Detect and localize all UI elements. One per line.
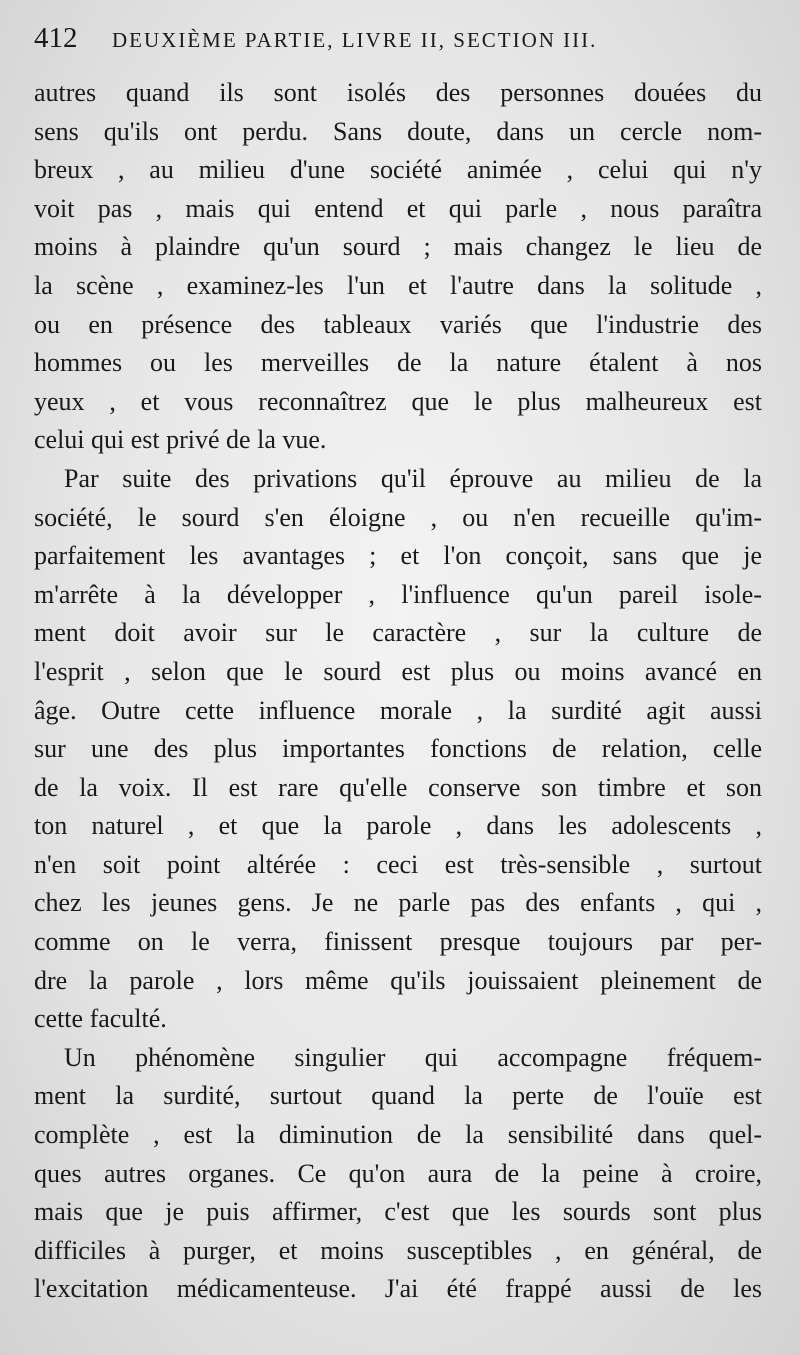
text-line: ques autres organes. Ce qu'on aura de la peine à croire, [34,1158,762,1188]
paragraph [34,74,762,460]
text-line: ment la surdité, surtout quand la perte de l'ouïe est [34,1081,762,1111]
text-line: ment doit avoir sur le caractère , sur la culture de [34,618,762,648]
text-line: l'esprit , selon que le sourd est plus ou moins avancé en [34,656,762,686]
text-line: société, le sourd s'en éloigne , ou n'en recueille qu'im- [34,502,762,532]
text-line: n'en soit point altérée : ceci est très-sensible , surtout [34,849,762,879]
text-line: sur une des plus importantes fonctions de relation, celle [34,734,762,764]
text-line: yeux , et vous reconnaîtrez que le plus malheureux est [34,386,762,416]
text-line: autres quand ils sont isolés des personnes douées du [34,78,762,107]
text-line: m'arrête à la développer , l'influence qu'un pareil isole- [34,579,762,609]
text-line: ou en présence des tableaux variés que l'industrie des [34,309,762,339]
page-header [34,22,762,62]
text-line: parfaitement les avantages ; et l'on conçoit, sans que je [34,541,762,571]
text-line: celui qui est privé de la vue. [34,425,327,455]
text-line: l'excitation médicamenteuse. J'ai été frappé aussi de les [34,1274,762,1304]
page-number: 412 [34,22,78,54]
text-line: de la voix. Il est rare qu'elle conserve son timbre et son [34,772,762,802]
text-line: âge. Outre cette influence morale , la surdité agit aussi [34,695,762,725]
text-line: voit pas , mais qui entend et qui parle , nous paraîtra [34,193,762,223]
text-line: dre la parole , lors même qu'ils jouissaient pleinement de [34,965,762,995]
running-head: DEUXIÈME PARTIE, LIVRE II, SECTION III. [112,28,598,52]
text-line: sens qu'ils ont perdu. Sans doute, dans un cercle nom- [34,116,762,146]
text-line: moins à plaindre qu'un sourd ; mais changez le lieu de [34,232,762,262]
text-line: hommes ou les merveilles de la nature étalent à nos [34,348,762,378]
paragraph [34,460,762,1039]
body-text [34,74,762,1309]
text-line: cette faculté. [34,1004,167,1034]
text-line: complète , est la diminution de la sensibilité dans quel- [34,1120,762,1150]
text-line: Un phénomène singulier qui accompagne fréquem- [64,1042,762,1072]
text-line: comme on le verra, finissent presque toujours par per- [34,927,762,957]
text-line: difficiles à purger, et moins susceptibles , en général, de [34,1235,762,1265]
text-line: ton naturel , et que la parole , dans les adolescents , [34,811,762,841]
paragraph [34,1039,762,1309]
text-line: Par suite des privations qu'il éprouve au milieu de la [64,463,762,493]
text-line: breux , au milieu d'une société animée , celui qui n'y [34,155,762,185]
text-line: chez les jeunes gens. Je ne parle pas des enfants , qui , [34,888,762,918]
text-line: la scène , examinez-les l'un et l'autre dans la solitude , [34,270,762,300]
text-line: mais que je puis affirmer, c'est que les sourds sont plus [34,1197,762,1227]
